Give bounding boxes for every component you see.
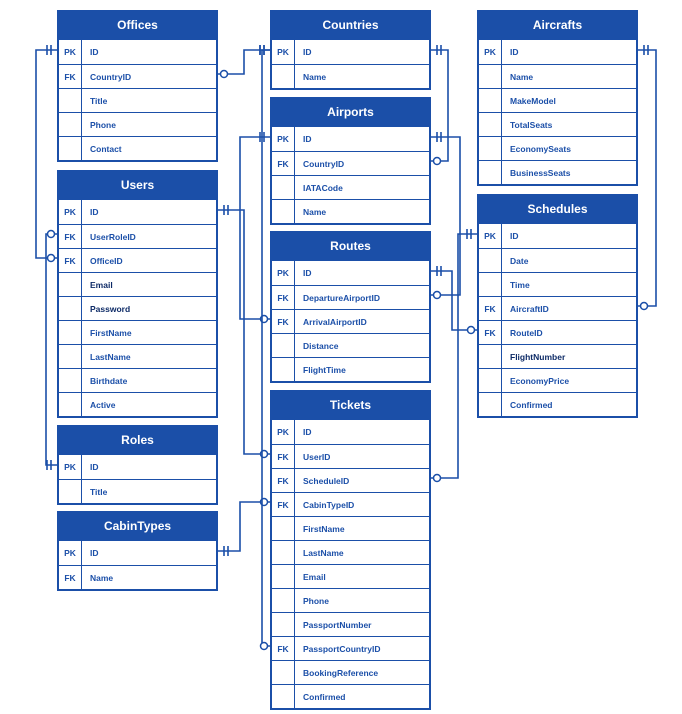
routes-table (270, 231, 431, 383)
key-badge (59, 137, 82, 160)
airports-table (270, 97, 431, 225)
key-badge: FK (272, 445, 295, 468)
tickets-table (270, 390, 431, 710)
airports-field-row (272, 199, 429, 223)
relationship-routes-airports (240, 132, 270, 323)
field-name: ScheduleID (303, 475, 350, 486)
key-badge (272, 358, 295, 381)
key-badge: FK (59, 249, 82, 272)
key-badge (479, 273, 502, 296)
relationship-routes-airports (431, 132, 460, 299)
schedules-field-row (479, 272, 636, 296)
tickets-field-row (272, 444, 429, 468)
field-name: CabinTypeID (303, 499, 355, 510)
field-name: ID (303, 47, 312, 57)
key-badge (272, 65, 295, 88)
key-badge (479, 249, 502, 272)
countries-title: Countries (272, 12, 429, 40)
users-field-row (59, 344, 216, 368)
key-badge (272, 661, 295, 684)
field-name: Confirmed (303, 691, 346, 702)
field-name: LastName (90, 351, 131, 362)
key-badge: FK (272, 469, 295, 492)
key-badge (479, 65, 502, 88)
field-name: LastName (303, 547, 344, 558)
countries-table (270, 10, 431, 90)
users-field-row (59, 368, 216, 392)
users-field-row (59, 224, 216, 248)
field-name: EconomySeats (510, 143, 571, 154)
field-name: Name (90, 572, 114, 583)
countries-field-row (272, 64, 429, 88)
relationship-users-offices (36, 45, 57, 262)
key-badge: FK (272, 152, 295, 175)
key-badge: FK (272, 493, 295, 516)
cabintypes-field-row (59, 565, 216, 589)
many-marker-icon (261, 316, 268, 323)
key-badge: FK (59, 65, 82, 88)
tickets-field-row (272, 564, 429, 588)
relationship-tickets-countries (260, 45, 270, 650)
routes-field-row (272, 285, 429, 309)
relationship-schedules-aircrafts (638, 45, 656, 310)
field-name: Name (303, 206, 327, 217)
tickets-field-row (272, 588, 429, 612)
field-name: TotalSeats (510, 119, 553, 130)
users-title: Users (59, 172, 216, 200)
tickets-field-row (272, 540, 429, 564)
key-badge (59, 369, 82, 392)
many-marker-icon (261, 643, 268, 650)
field-name: FirstName (90, 327, 132, 338)
key-badge (272, 589, 295, 612)
tickets-field-row (272, 468, 429, 492)
field-name: OfficeID (90, 255, 123, 266)
key-badge (479, 161, 502, 184)
field-name: Birthdate (90, 375, 128, 386)
offices-title: Offices (59, 12, 216, 40)
users-table (57, 170, 218, 418)
key-badge: PK (272, 40, 295, 64)
users-field-row (59, 392, 216, 416)
airports-field-row (272, 151, 429, 175)
key-badge: FK (272, 310, 295, 333)
schedules-field-row (479, 320, 636, 344)
relationship-tickets-users (218, 205, 270, 458)
key-badge: PK (59, 455, 82, 479)
roles-title: Roles (59, 427, 216, 455)
cabintypes-table (57, 511, 218, 591)
tickets-field-row (272, 660, 429, 684)
field-name: Email (303, 571, 326, 582)
field-name: FlightNumber (510, 351, 566, 362)
key-badge: PK (272, 420, 295, 444)
tickets-field-row (272, 612, 429, 636)
many-marker-icon (434, 475, 441, 482)
many-marker-icon (48, 231, 55, 238)
aircrafts-field-row (479, 136, 636, 160)
aircrafts-field-row (479, 88, 636, 112)
field-name: Email (90, 279, 113, 290)
key-badge: PK (59, 200, 82, 224)
aircrafts-table (477, 10, 638, 186)
field-name: ID (90, 207, 99, 217)
key-badge (59, 297, 82, 320)
key-badge (272, 334, 295, 357)
field-name: RouteID (510, 327, 543, 338)
tickets-field-row (272, 684, 429, 708)
countries-field-row (272, 40, 429, 64)
key-badge (479, 393, 502, 416)
many-marker-icon (434, 292, 441, 299)
field-name: PassportCountryID (303, 643, 381, 654)
schedules-title: Schedules (479, 196, 636, 224)
many-marker-icon (221, 71, 228, 78)
field-name: CountryID (303, 158, 345, 169)
key-badge: FK (272, 637, 295, 660)
field-name: Active (90, 399, 116, 410)
field-name: UserID (303, 451, 331, 462)
key-badge (59, 480, 82, 503)
field-name: Phone (90, 119, 116, 130)
offices-table (57, 10, 218, 162)
schedules-field-row (479, 368, 636, 392)
field-name: Name (303, 71, 327, 82)
key-badge (59, 113, 82, 136)
field-name: Distance (303, 340, 339, 351)
schedules-field-row (479, 296, 636, 320)
key-badge (479, 113, 502, 136)
routes-field-row (272, 309, 429, 333)
key-badge: PK (272, 127, 295, 151)
field-name: Title (90, 486, 108, 497)
key-badge (479, 369, 502, 392)
tickets-field-row (272, 492, 429, 516)
field-name: Confirmed (510, 399, 553, 410)
field-name: Time (510, 279, 530, 290)
schedules-field-row (479, 248, 636, 272)
aircrafts-title: Aircrafts (479, 12, 636, 40)
tickets-field-row (272, 636, 429, 660)
field-name: BookingReference (303, 667, 379, 678)
key-badge (272, 685, 295, 708)
field-name: PassportNumber (303, 619, 372, 630)
offices-field-row (59, 88, 216, 112)
key-badge (59, 393, 82, 416)
field-name: UserRoleID (90, 231, 136, 242)
airports-field-row (272, 127, 429, 151)
many-marker-icon (261, 451, 268, 458)
field-name: ArrivalAirportID (303, 316, 367, 327)
key-badge: PK (479, 224, 502, 248)
aircrafts-field-row (479, 160, 636, 184)
users-field-row (59, 272, 216, 296)
key-badge (272, 176, 295, 199)
many-marker-icon (468, 327, 475, 334)
field-name: ID (510, 47, 519, 57)
schedules-table (477, 194, 638, 418)
relationship-offices-countries (218, 45, 270, 78)
key-badge (479, 137, 502, 160)
field-name: ID (90, 548, 99, 558)
users-field-row (59, 200, 216, 224)
many-marker-icon (48, 255, 55, 262)
tickets-field-row (272, 420, 429, 444)
offices-field-row (59, 136, 216, 160)
field-name: Date (510, 255, 529, 266)
key-badge (59, 321, 82, 344)
cabintypes-title: CabinTypes (59, 513, 216, 541)
routes-field-row (272, 357, 429, 381)
field-name: EconomyPrice (510, 375, 570, 386)
key-badge (59, 89, 82, 112)
aircrafts-field-row (479, 112, 636, 136)
key-badge (479, 345, 502, 368)
key-badge (272, 565, 295, 588)
many-marker-icon (261, 499, 268, 506)
field-name: Title (90, 95, 108, 106)
schedules-field-row (479, 392, 636, 416)
key-badge (272, 613, 295, 636)
key-badge: PK (59, 40, 82, 64)
relationship-tickets-cabintypes (218, 499, 270, 557)
offices-field-row (59, 112, 216, 136)
relationship-users-roles (46, 231, 57, 471)
key-badge (272, 200, 295, 223)
users-field-row (59, 296, 216, 320)
field-name: Phone (303, 595, 329, 606)
airports-title: Airports (272, 99, 429, 127)
routes-title: Routes (272, 233, 429, 261)
roles-table (57, 425, 218, 505)
key-badge: FK (479, 321, 502, 344)
key-badge: PK (272, 261, 295, 285)
cabintypes-field-row (59, 541, 216, 565)
relationship-airports-countries (431, 45, 448, 165)
many-marker-icon (434, 158, 441, 165)
users-field-row (59, 248, 216, 272)
routes-field-row (272, 333, 429, 357)
key-badge (59, 345, 82, 368)
key-badge (59, 273, 82, 296)
field-name: AircraftID (510, 303, 549, 314)
key-badge: PK (59, 541, 82, 565)
field-name: Name (510, 71, 534, 82)
aircrafts-field-row (479, 64, 636, 88)
tickets-field-row (272, 516, 429, 540)
field-name: ID (90, 47, 99, 57)
airports-field-row (272, 175, 429, 199)
relationship-tickets-schedules (431, 229, 477, 482)
key-badge: FK (479, 297, 502, 320)
relationship-schedules-routes (431, 266, 477, 334)
field-name: FirstName (303, 523, 345, 534)
key-badge: PK (479, 40, 502, 64)
users-field-row (59, 320, 216, 344)
key-badge (479, 89, 502, 112)
tickets-title: Tickets (272, 392, 429, 420)
field-name: CountryID (90, 71, 132, 82)
field-name: Password (90, 303, 131, 314)
offices-field-row (59, 64, 216, 88)
key-badge (272, 517, 295, 540)
field-name: MakeModel (510, 95, 556, 106)
field-name: IATACode (303, 182, 343, 193)
many-marker-icon (641, 303, 648, 310)
roles-field-row (59, 479, 216, 503)
key-badge: FK (59, 566, 82, 589)
schedules-field-row (479, 224, 636, 248)
field-name: BusinessSeats (510, 167, 571, 178)
field-name: ID (303, 268, 312, 278)
key-badge: FK (59, 225, 82, 248)
routes-field-row (272, 261, 429, 285)
roles-field-row (59, 455, 216, 479)
field-name: DepartureAirportID (303, 292, 380, 303)
field-name: ID (510, 231, 519, 241)
field-name: Contact (90, 143, 122, 154)
aircrafts-field-row (479, 40, 636, 64)
field-name: ID (303, 134, 312, 144)
field-name: ID (303, 427, 312, 437)
key-badge (272, 541, 295, 564)
schedules-field-row (479, 344, 636, 368)
field-name: FlightTime (303, 364, 346, 375)
offices-field-row (59, 40, 216, 64)
field-name: ID (90, 462, 99, 472)
key-badge: FK (272, 286, 295, 309)
